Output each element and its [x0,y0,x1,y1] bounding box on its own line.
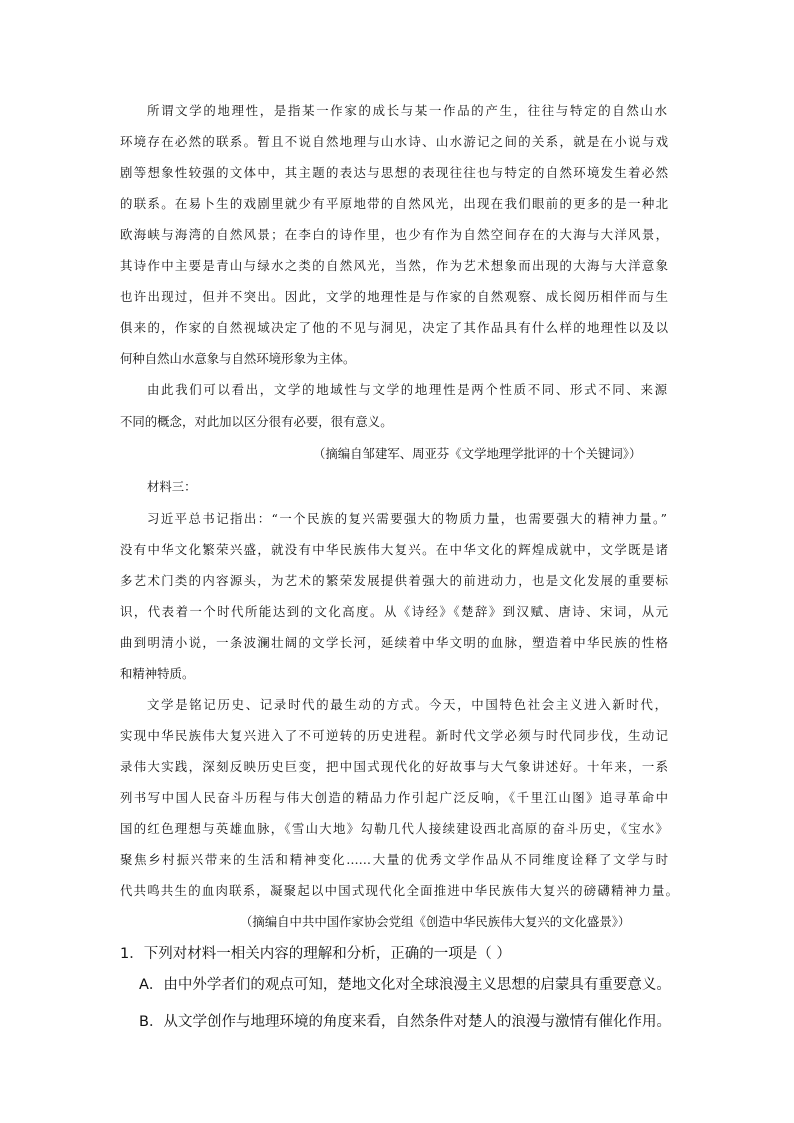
passage-line: 和精神特质。 [120,666,195,681]
question-stem: 1．下列对材料一相关内容的理解和分析，正确的一项是（ ） [120,946,511,962]
passage-line: 聚焦乡村振兴带来的生活和精神变化……大量的优秀文学作品从不同维度诠释了文学与时 [120,852,668,867]
passage-line: 录伟大实践，深刻反映历史巨变，把中国式现代化的好故事与大气象讲述好。十年来，一系 [120,759,668,774]
passage-line: （摘编自邹建军、周亚芬《文学地理学批评的十个关键词》） [313,446,642,461]
passage-line: 实现中华民族伟大复兴进入了不可逆转的历史进程。新时代文学必须与时代同步伐，生动记 [120,728,668,743]
passage-line: 所谓文学的地理性，是指某一作家的成长与某一作品的产生，往往与特定的自然山水 [147,103,667,118]
option-a[interactable]: A．由中外学者们的观点可知，楚地文化对全球浪漫主义思想的启蒙具有重要意义。 [139,977,671,993]
passage-line: 曲到明清小说，一条波澜壮阔的文学长河，延续着中华文明的血脉，塑造着中华民族的性格 [120,635,668,650]
passage-line: 环境存在必然的联系。暂且不说自然地理与山水诗、山水游记之间的关系，就是在小说与戏 [120,134,668,149]
passage-line: 欧海峡与海湾的自然风景；在李白的诗作里，也少有作为自然空间存在的大海与大洋风景， [120,227,668,242]
passage-line: 由此我们可以看出，文学的地域性与文学的地理性是两个性质不同、形式不同、来源 [147,382,667,397]
passage-line: 文学是铭记历史、记录时代的最生动的方式。今天，中国特色社会主义进入新时代， [147,697,667,712]
passage-line: 剧等想象性较强的文体中，其主题的表达与思想的表现往往也与特定的自然环境发生着必然 [120,165,668,180]
passage-line: 国的红色理想与英雄血脉，《雪山大地》勾勒几代人接续建设西北高原的奋斗历史，《宝水》 [120,821,668,836]
passage-line: 的联系。在易卜生的戏剧里就少有平原地带的自然风光，出现在我们眼前的更多的是一种北 [120,196,668,211]
passage-line: 列书写中国人民奋斗历程与伟大创造的精品力作引起广泛反响，《千里江山图》追寻革命中 [120,790,668,805]
passage-line: 代共鸣共生的血肉联系，凝聚起以中国式现代化全面推进中华民族伟大复兴的磅礴精神力量。 [120,883,678,898]
passage-line: 也许出现过，但并不突出。因此，文学的地理性是与作家的自然观察、成长阅历相伴而与生 [120,289,668,304]
passage-line: （摘编自中共中国作家协会党组《创造中华民族伟大复兴的文化盛景》） [240,914,631,929]
passage-line: 俱来的，作家的自然视域决定了他的不见与洞见，决定了其作品具有什么样的地理性以及以 [120,320,668,335]
passage-line: 识，代表着一个时代所能达到的文化高度。从《诗经》《楚辞》到汉赋、唐诗、宋词，从元 [120,604,668,619]
passage-line: 材料三： [147,479,197,494]
passage-line: 不同的概念，对此加以区分很有必要，很有意义。 [120,414,393,429]
passage-line: 习近平总书记指出：“一个民族的复兴需要强大的物质力量，也需要强大的精神力量。” [147,511,667,526]
option-b[interactable]: B．从文学创作与地理环境的角度来看，自然条件对楚人的浪漫与激情有催化作用。 [139,1014,671,1030]
passage-line: 没有中华文化繁荣兴盛，就没有中华民族伟大复兴。在中华文化的辉煌成就中，文学既是诸 [120,542,668,557]
passage-line: 多艺术门类的内容源头，为艺术的繁荣发展提供着强大的前进动力，也是文化发展的重要标 [120,573,668,588]
passage-line: 何种自然山水意象与自然环境形象为主体。 [120,351,356,366]
passage-line: 其诗作中主要是青山与绿水之类的自然风光，当然，作为艺术想象而出现的大海与大洋意象 [120,258,668,273]
